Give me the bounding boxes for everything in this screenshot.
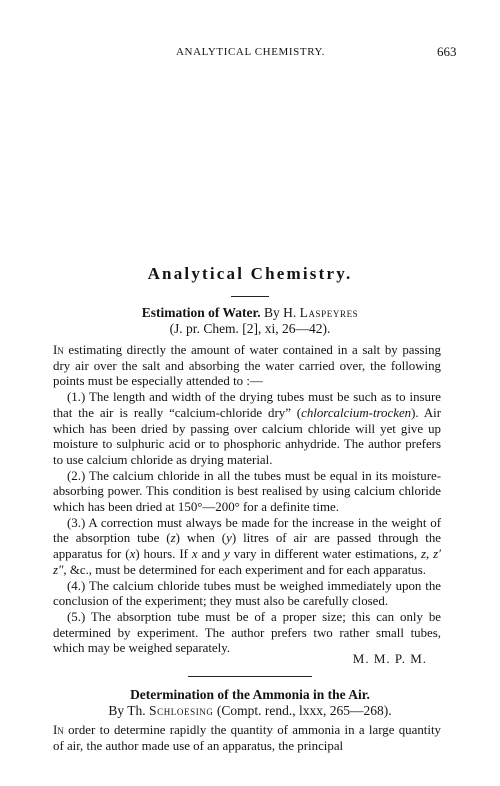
article-title-text: Estimation of Water. — [141, 305, 261, 320]
paragraph — [53, 516, 441, 579]
byline-prefix: By H. — [263, 305, 297, 320]
paragraph-text: ) hours. If — [135, 547, 192, 562]
variable: y — [226, 531, 232, 546]
paragraph — [53, 723, 441, 754]
variable: x — [191, 547, 198, 562]
section-title: Analytical Chemistry. — [147, 264, 353, 283]
paragraph: (4.) The calcium chloride tubes must be weighed immediately upon the conclusion of the experiment; they must also be carefully closed. — [53, 578, 441, 609]
byline-prefix: By Th. — [108, 703, 146, 718]
article-byline-ammonia — [0, 703, 500, 719]
paragraph: (5.) The absorption tube must be of a proper size; this can only be determined by experiment. The author prefers two rather small tubes, which may be weighed separately. — [53, 609, 441, 656]
article-title-text: Determination of the Ammonia in the Air. — [130, 687, 370, 702]
variable: z, z′ z″ — [53, 547, 441, 577]
article-title-ammonia — [0, 687, 500, 703]
paragraph-text: , &c., must be determined for each experiment and for each apparatus. — [63, 562, 426, 577]
variable: y — [224, 547, 230, 562]
running-head: ANALYTICAL CHEMISTRY. — [176, 46, 326, 58]
article-divider — [188, 676, 312, 677]
signature: M. M. P. M. — [352, 651, 427, 666]
paragraph-text: ) when ( — [175, 531, 227, 546]
italic-term: chlorcalcium-trocken — [301, 405, 412, 420]
lead-word: In — [53, 343, 64, 357]
paragraph — [53, 343, 441, 390]
article-citation-ammonia: (Compt. rend., lxxx, 265—268). — [216, 703, 392, 718]
variable: z — [170, 531, 176, 546]
page-number: 663 — [437, 44, 457, 59]
article-body-ammonia — [53, 723, 441, 754]
paragraph-text: (1.) The length and width of the drying tubes must be such as to insure that the air is really “calcium-chloride dry” ( — [53, 390, 441, 420]
paragraph-text: order to determine rapidly the quantity of ammonia in a large quantity of air, the author made use of an apparatus, the principal — [53, 723, 441, 753]
variable: x — [129, 547, 136, 562]
paragraph: (2.) The calcium chloride in all the tubes must be equal in its moisture-absorbing power. This condition is best realised by using calcium chloride which has been dried at 150°—200° for a definite time. — [53, 468, 441, 515]
article-citation-water: (J. pr. Chem. [2], xi, 26—42). — [169, 321, 331, 336]
author-name: Schloesing — [149, 703, 214, 718]
paragraph-text: ) litres of air are passed through the apparatus for ( — [53, 531, 442, 562]
paragraph-text: and — [197, 547, 225, 562]
lead-word: In — [53, 723, 64, 737]
paragraph-text: (3.) A correction must always be made for the increase in the weight of the absorption tube ( — [53, 515, 441, 546]
paragraph — [53, 390, 441, 469]
author-name: Laspeyres — [299, 305, 359, 320]
paragraph-text: estimating directly the amount of water contained in a salt by passing dry air over the salt and absorbing the water carried over, the following points must be especially attended to :— — [53, 343, 441, 389]
paragraph-text: vary in different water estimations, — [229, 547, 421, 562]
article-title-water — [0, 305, 500, 321]
section-rule — [231, 296, 269, 297]
article-body-water — [53, 343, 441, 657]
paragraph-text: ). Air which has been dried by passing over calcium chloride will yet give up moisture to sulphuric acid or to phosphoric anhydride. The author prefers to use calcium chloride as drying material. — [53, 405, 442, 467]
